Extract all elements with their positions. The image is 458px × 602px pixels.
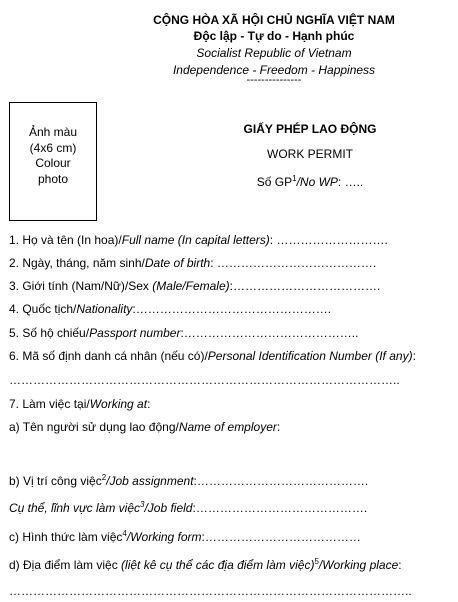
field-label: c) Hình thức làm việc <box>9 530 123 544</box>
photo-label-4: photo <box>37 171 69 186</box>
field-date-of-birth <box>9 256 376 270</box>
field-personal-id-blank: …………………………………………………………………………………….. <box>9 373 400 387</box>
footnote-5: 5 <box>314 557 319 566</box>
field-blank: :………………………………. <box>229 279 381 293</box>
photo-label-2: (4x6 cm) <box>29 140 77 155</box>
field-job-assignment <box>9 474 368 488</box>
field-label: 3. Giới tính (Nam/Nữ)/Sex <box>9 279 153 293</box>
photo-label-3: Colour <box>35 156 71 170</box>
field-job-field <box>9 501 367 515</box>
field-label: Cụ thể, lĩnh vực làm việc <box>9 501 140 515</box>
field-label: 2. Ngày, tháng, năm sinh/ <box>9 256 145 270</box>
field-nationality <box>9 302 331 316</box>
field-label-en: Passport number <box>89 326 181 340</box>
motto-heading: Độc lập - Tự do - Hạnh phúc <box>193 29 355 43</box>
footnote-3: 3 <box>140 500 145 509</box>
country-heading: CỘNG HÒA XÃ HỘI CHỦ NGHĨA VIỆT NAM <box>153 13 395 27</box>
field-passport-number <box>9 326 358 340</box>
field-label: d) Địa điểm làm việc <box>9 558 122 572</box>
permit-number-prefix: Số GP <box>256 175 293 189</box>
field-blank: :…………………………………….. <box>180 326 359 340</box>
field-label-en: Personal Identification Number (If any) <box>207 349 413 363</box>
photo-label-1: Ảnh màu <box>28 125 78 139</box>
footnote-2: 2 <box>101 473 107 482</box>
field-label: 6. Mã số định danh cá nhân (nếu có)/ <box>9 349 208 363</box>
field-label: 4. Quốc tịch/ <box>9 302 77 316</box>
field-label-en: /Working place <box>318 558 399 572</box>
field-blank: : ………………………. <box>269 233 388 247</box>
field-blank: : …………………………………. <box>210 256 377 270</box>
field-label-en: /Working form <box>126 530 202 544</box>
field-label: 1. Họ và tên (In hoa)/ <box>9 233 122 247</box>
field-label-en: Full name (In capital letters) <box>121 233 270 247</box>
field-blank: :……………………………………. <box>192 501 368 515</box>
field-employer-name <box>9 420 280 434</box>
field-label: 5. Số hộ chiếu/ <box>9 326 90 340</box>
field-label: b) Vị trí công việc <box>9 474 102 488</box>
field-colon: : <box>147 397 151 411</box>
field-working-form <box>9 530 361 544</box>
field-label-en: Working at <box>89 397 148 411</box>
field-blank: :…………………………………………. <box>132 302 332 316</box>
field-label-en: (Male/Female) <box>152 279 230 293</box>
field-label-en: Name of employer <box>178 420 277 434</box>
field-full-name <box>9 233 388 247</box>
document-title: GIẤY PHÉP LAO ĐỘNG <box>243 122 377 136</box>
photo-placeholder <box>9 102 97 221</box>
field-label-en: /Job field <box>144 501 193 515</box>
field-blank: :………………………………… <box>201 530 361 544</box>
field-sex <box>9 279 380 293</box>
field-label: 7. Làm việc tại/ <box>9 397 90 411</box>
country-heading-en: Socialist Republic of Vietnam <box>196 46 352 60</box>
field-label: a) Tên người sử dụng lao động/ <box>9 420 179 434</box>
field-colon: : <box>412 349 416 363</box>
field-working-at <box>9 397 150 411</box>
document-subtitle: WORK PERMIT <box>267 147 353 161</box>
permit-number-en: /No WP <box>296 175 338 189</box>
footnote-1: 1 <box>292 174 297 183</box>
field-label-en: Date of birth <box>144 256 211 270</box>
field-colon: : <box>276 420 281 434</box>
field-personal-id <box>9 349 416 363</box>
field-label-en: /Job assignment <box>106 474 194 488</box>
field-working-place <box>9 558 402 572</box>
motto-heading-en: Independence - Freedom - Happiness <box>172 63 376 77</box>
field-label-note: (liệt kê cụ thể các địa điểm làm việc) <box>121 558 315 572</box>
field-colon: : <box>398 558 402 572</box>
field-label-en: Nationality <box>76 302 133 316</box>
permit-number-value: : ….. <box>337 175 364 189</box>
field-working-place-blank: ……………………………………………………………………………………….. <box>9 584 412 598</box>
footnote-4: 4 <box>122 529 127 538</box>
permit-number <box>210 175 410 189</box>
field-blank: :……………………………………. <box>193 474 369 488</box>
header-divider: --------------- <box>246 74 302 86</box>
